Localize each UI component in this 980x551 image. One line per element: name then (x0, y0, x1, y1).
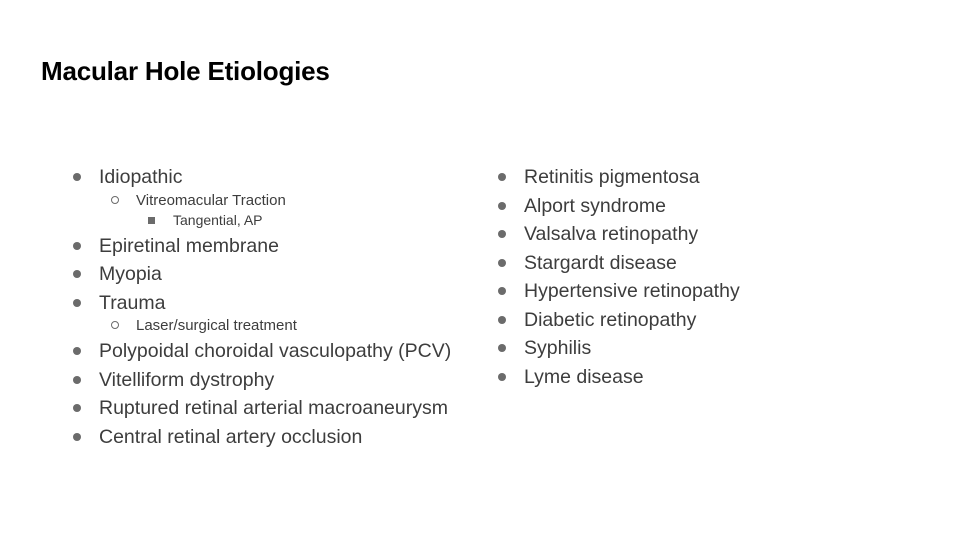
list-item (497, 192, 917, 221)
bullet-square-icon (148, 217, 155, 224)
list-subitem (72, 314, 482, 337)
list-item (72, 163, 482, 192)
bullet-circle-icon (111, 196, 119, 204)
list-item (72, 337, 482, 366)
bullet-disc-icon (73, 404, 81, 412)
etiology-list-right (497, 163, 917, 391)
list-item (72, 260, 482, 289)
list-item (72, 289, 482, 318)
bullet-disc-icon (498, 202, 506, 210)
list-item-text: Central retinal artery occlusion (99, 425, 363, 448)
list-item-text: Trauma (99, 291, 166, 314)
list-item-text: Diabetic retinopathy (524, 308, 697, 331)
list-subsubitem-text: Tangential, AP (173, 211, 263, 228)
bullet-circle-icon (111, 321, 119, 329)
bullet-disc-icon (498, 259, 506, 267)
list-item-text: Polypoidal choroidal vasculopathy (PCV) (99, 340, 452, 362)
list-subitem-text: Laser/surgical treatment (136, 317, 297, 334)
bullet-disc-icon (73, 173, 81, 181)
list-item-text: Retinitis pigmentosa (524, 166, 700, 188)
list-item (497, 163, 917, 192)
list-item (497, 249, 917, 278)
list-item-text: Idiopathic (99, 166, 183, 188)
list-item-text: Alport syndrome (524, 194, 666, 217)
bullet-disc-icon (73, 242, 81, 250)
list-item-text: Hypertensive retinopathy (524, 280, 740, 302)
list-item-text: Epiretinal membrane (99, 234, 279, 257)
bullet-disc-icon (498, 344, 506, 352)
list-item (72, 366, 482, 395)
bullet-disc-icon (498, 316, 506, 324)
list-item-text: Vitelliform dystrophy (99, 368, 275, 391)
list-item (72, 423, 482, 452)
bullet-disc-icon (73, 299, 81, 307)
list-item (497, 277, 917, 306)
bullet-disc-icon (73, 376, 81, 384)
list-item-text: Myopia (99, 263, 162, 285)
list-item (497, 363, 917, 392)
bullet-disc-icon (498, 173, 506, 181)
list-item-text: Syphilis (524, 337, 592, 359)
etiology-list-left (72, 163, 482, 451)
bullet-disc-icon (498, 373, 506, 381)
list-subitem (72, 189, 482, 212)
bullet-disc-icon (73, 347, 81, 355)
bullet-disc-icon (498, 287, 506, 295)
list-item (497, 306, 917, 335)
bullet-disc-icon (498, 230, 506, 238)
list-item-text: Lyme disease (524, 365, 644, 388)
list-item-text: Valsalva retinopathy (524, 223, 699, 245)
list-item (497, 334, 917, 363)
list-item-text: Stargardt disease (524, 251, 677, 274)
list-subitem-text: Vitreomacular Traction (136, 191, 286, 209)
list-item (72, 394, 482, 423)
list-item-text: Ruptured retinal arterial macroaneurysm (99, 397, 448, 419)
bullet-disc-icon (73, 270, 81, 278)
bullet-disc-icon (73, 433, 81, 441)
list-item (72, 232, 482, 261)
slide-title: Macular Hole Etiologies (41, 56, 330, 86)
list-item (497, 220, 917, 249)
list-subsubitem (72, 210, 482, 230)
